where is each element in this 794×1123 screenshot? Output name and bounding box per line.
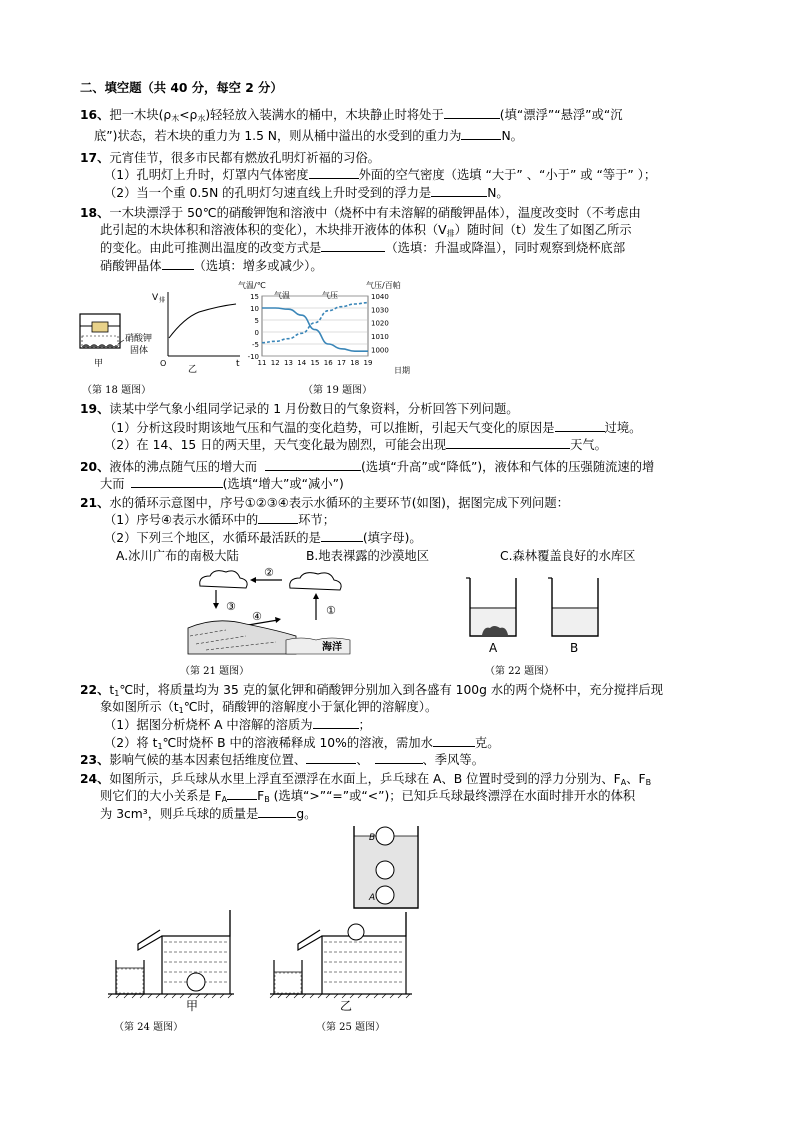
q19-text: 过境。	[604, 421, 642, 435]
q22-sub: 1	[114, 689, 120, 698]
small-beaker-jia-water	[117, 969, 143, 993]
question-number: 19、	[80, 402, 110, 416]
question-24-line3	[100, 806, 316, 822]
answer-blank[interactable]	[227, 788, 257, 800]
arrowhead-4	[275, 617, 281, 623]
question-21-part1	[104, 512, 335, 528]
answer-blank[interactable]	[313, 717, 359, 729]
small-beaker-yi-water	[275, 973, 301, 993]
q20-text: 液体的沸点随气压的增大而	[109, 460, 257, 474]
q24-sub: A	[221, 795, 228, 804]
label-a: A	[489, 641, 498, 655]
x-tick-label: 15	[310, 359, 320, 367]
q24-text: (选填“>”“=”或“<”)；已知乒乓球最终漂浮在水面时排开水的体积	[269, 789, 636, 803]
label-jia: 甲	[94, 359, 104, 369]
question-17-part2	[104, 185, 509, 201]
label-1: ①	[326, 604, 336, 617]
q19-text: （2）在 14、15 日的两天里，天气变化最为剧烈，可能会出现	[104, 438, 447, 452]
ball-position-a	[376, 886, 394, 904]
left-tick-label: 5	[254, 317, 259, 325]
x-tick-label: 18	[350, 359, 360, 367]
q19-text: （1）分析这段时期该地气压和气温的变化趋势，可以推断，引起天气变化的原因是	[104, 421, 555, 435]
q20-text: (选填“增大”或“减小”)	[222, 477, 344, 491]
right-tick-label: 1000	[371, 346, 389, 355]
q24-text: 则它们的大小关系是 F	[100, 789, 222, 803]
temperature-series-line	[262, 308, 368, 351]
answer-blank[interactable]	[265, 459, 361, 471]
ocean-label: 海洋	[322, 642, 342, 653]
small-beaker-yi	[274, 960, 302, 994]
q16-text: 底”)状态，若木块的重力为 1.5 N，则从桶中溢出的水受到的重力为	[94, 129, 462, 143]
x-axis-label: t	[236, 359, 240, 369]
question-number: 16、	[80, 108, 110, 122]
left-tick-label: 10	[250, 305, 259, 313]
q18-text: 一木块漂浮于 50℃的硝酸钾饱和溶液中（烧杯中有未溶解的硝酸钾晶体），温度改变时（不考虑由	[109, 206, 641, 220]
answer-blank[interactable]	[258, 512, 298, 524]
arrowhead-1	[313, 593, 319, 599]
question-18-line4	[100, 258, 323, 274]
figure-18	[74, 286, 244, 376]
label-2: ②	[264, 566, 274, 579]
option-b: B.地表裸露的沙漠地区	[306, 549, 430, 563]
ball-jia	[187, 973, 205, 991]
q21-text: （2）下列三个地区，水循环最活跃的是	[104, 531, 321, 545]
q21-text: 水的循环示意图中，序号①②③④表示水循环的主要环节(如图)，据图完成下列问题：	[109, 496, 569, 510]
q22-text: ℃时烧杯 B 中的溶液稀释成 10%的溶液，需加水	[162, 736, 433, 750]
q18-text: 的变化。由此可推测出温度的改变方式是	[100, 241, 322, 255]
label-pointer	[118, 340, 124, 344]
question-number: 21、	[80, 496, 110, 510]
q24-text: 为 3cm³，则乒乓球的质量是	[100, 807, 259, 821]
right-tick-label: 1010	[371, 333, 389, 341]
figure-25-caption: （第 25 题图）	[316, 1022, 386, 1033]
q24-sub: B	[264, 795, 270, 804]
left-axis-title: 气温/℃	[238, 281, 266, 290]
option-a: A.冰川广布的南极大陆	[116, 549, 239, 563]
question-number: 18、	[80, 206, 110, 220]
origin-label: O	[160, 359, 167, 368]
q19-text: 天气。	[570, 438, 607, 452]
x-tick-label: 12	[270, 359, 280, 367]
figure-22-caption: （第 22 题图）	[485, 666, 555, 677]
left-tick-label: -5	[252, 341, 259, 349]
q16-text: <ρ	[179, 108, 198, 122]
answer-blank[interactable]	[444, 107, 500, 119]
answer-blank[interactable]	[258, 806, 296, 818]
question-24-line2	[100, 788, 635, 808]
spout-yi	[298, 930, 322, 950]
q22-text: 克。	[474, 736, 500, 750]
q21-text: （1）序号④表示水循环中的	[104, 513, 259, 527]
section-title: 二、填空题（共 40 分，每空 2 分）	[80, 81, 283, 95]
small-beaker-jia	[116, 960, 144, 994]
q24-text: 、F	[626, 772, 646, 786]
label-b: B	[570, 641, 579, 655]
q16-text: N。	[501, 129, 523, 143]
label-a: A	[369, 893, 376, 903]
plot-frame	[262, 296, 368, 356]
crystal-label-2: 固体	[130, 346, 149, 356]
label-4: ④	[252, 610, 262, 623]
q23-text: 、季风等。	[422, 753, 484, 767]
q18-text: （选填：升温或降温），同时观察到烧杯底部	[385, 241, 626, 255]
q24-sub: A	[620, 778, 627, 787]
q16-sub: 水	[197, 114, 206, 123]
arrowhead-2	[250, 577, 256, 583]
q18-text: 硝酸钾晶体	[100, 259, 162, 273]
answer-blank[interactable]	[446, 437, 570, 449]
answer-blank[interactable]	[309, 167, 359, 179]
x-tick-label: 11	[257, 359, 267, 367]
answer-blank[interactable]	[375, 752, 423, 764]
q18-text: 此引起的木块体积和溶液体积的变化），木块排开液体的体积（V	[100, 223, 447, 237]
question-23	[80, 752, 484, 768]
question-19-part1	[104, 420, 641, 436]
q19-text: 读某中学气象小组同学记录的 1 月份数日的气象资料，分析回答下列问题。	[109, 402, 519, 416]
question-18-line2	[100, 222, 632, 242]
q20-text: 大而	[100, 477, 125, 491]
q22-text: 象如图所示（t	[100, 700, 179, 714]
q22-text: （2）将 t	[104, 736, 158, 750]
q22-text: ；	[358, 718, 371, 732]
question-19-stem	[80, 401, 519, 417]
q16-text: 把一木块(ρ	[109, 108, 172, 122]
q17-text: 外面的空气密度（选填 “大于” 、“小于” 或 “等于” ）；	[358, 168, 657, 182]
arrowhead-3	[213, 603, 219, 609]
q17-text: （1）孔明灯上升时，灯罩内气体密度	[104, 168, 309, 182]
q18-sub: 排	[446, 229, 455, 238]
q17-text: （2）当一个重 0.5N 的孔明灯匀速直线上升时受到的浮力是	[104, 186, 432, 200]
crystal-label-1: 硝酸钾	[125, 334, 153, 344]
label-jia: 甲	[186, 999, 199, 1013]
label-yi: 乙	[188, 365, 198, 375]
answer-blank[interactable]	[555, 420, 605, 432]
question-17-stem	[80, 150, 380, 166]
figure-18-caption: （第 18 题图）	[82, 385, 152, 396]
q21-text: (填字母)。	[362, 531, 422, 545]
q24-text: g。	[296, 807, 317, 821]
question-number: 23、	[80, 753, 110, 767]
cloud-right-icon	[290, 573, 341, 590]
v-t-curve	[169, 304, 236, 338]
q16-text: )轻轻放入装满水的桶中，木块静止时将处于	[205, 108, 444, 122]
question-20-line2	[100, 476, 344, 492]
question-19-part2	[104, 437, 607, 453]
overflow-can-yi	[322, 912, 406, 994]
q18-text: ）随时间（t）发生了如图乙所示	[454, 223, 632, 237]
right-axis-title: 气压/百帕	[366, 281, 401, 290]
q22-text: （1）据图分析烧杯 A 中溶解的溶质为	[104, 718, 313, 732]
series-label-pressure: 气压	[322, 291, 338, 300]
water-lines-yi	[324, 942, 404, 982]
q23-text: 影响气候的基本因素包括维度位置、	[109, 753, 307, 767]
ball-middle	[376, 861, 394, 879]
question-22-part1	[104, 717, 371, 733]
crystal-deposit	[82, 345, 118, 348]
x-tick-label: 14	[297, 359, 307, 367]
right-tick-label: 1020	[371, 319, 389, 328]
ball-yi	[348, 924, 364, 940]
q16-text: (填“漂浮”“悬浮”或“沉	[499, 108, 623, 122]
figure-19-caption: （第 19 题图）	[303, 385, 373, 396]
x-tick-label: 19	[363, 359, 373, 367]
answer-blank[interactable]	[321, 530, 363, 542]
series-label-temp: 气温	[274, 291, 290, 300]
answer-blank[interactable]	[433, 735, 475, 747]
question-22-line2	[100, 699, 437, 719]
x-axis-unit: 日期	[394, 366, 410, 375]
q22-text: ℃时，硝酸钾的溶解度小于氯化钾的溶解度）。	[183, 700, 438, 714]
wood-block	[92, 322, 108, 332]
answer-blank[interactable]	[306, 752, 356, 764]
q17-text: N。	[487, 186, 509, 200]
question-number: 22、	[80, 683, 110, 697]
q24-text: F	[257, 789, 265, 803]
left-tick-label: 0	[254, 329, 259, 337]
q24-text: 如图所示，乒乓球从水里上浮直至漂浮在水面上，乒乓球在 A、B 位置时受到的浮力分别为、F	[109, 772, 621, 786]
question-20-line1	[80, 459, 654, 475]
label-b: B	[369, 833, 376, 843]
q16-sub: 木	[171, 114, 180, 123]
answer-blank[interactable]	[431, 185, 487, 197]
question-number: 20、	[80, 460, 110, 474]
question-17-part1	[104, 167, 656, 183]
ball-position-b	[376, 827, 394, 845]
land	[188, 621, 296, 654]
beaker-b-solution	[553, 609, 597, 635]
figure-21-water-cycle	[186, 566, 354, 658]
q22-sub: 1	[157, 742, 163, 751]
right-tick-label: 1040	[371, 293, 389, 301]
question-18-line1	[80, 205, 641, 221]
figure-19-chart	[236, 280, 416, 376]
option-c: C.森林覆盖良好的水库区	[500, 549, 636, 563]
question-16-line1	[80, 107, 623, 127]
left-tick-label: 15	[250, 293, 259, 301]
y-axis-sub: 排	[159, 297, 166, 304]
x-tick-label: 16	[323, 359, 333, 367]
q22-text: ℃时，将质量均为 35 克的氯化钾和硝酸钾分别加入到各盛有 100g 水的两个烧杯中，充分搅拌后现	[119, 683, 663, 697]
q23-text: 、	[356, 753, 369, 767]
figure-24-caption: （第 24 题图）	[114, 1022, 184, 1033]
label-3: ③	[226, 600, 236, 613]
cloud-left-icon	[200, 571, 247, 588]
x-tick-label: 13	[284, 359, 293, 367]
q17-text: 元宵佳节，很多市民都有燃放孔明灯祈福的习俗。	[109, 151, 380, 165]
answer-blank[interactable]	[131, 476, 223, 488]
figure-24-25	[100, 822, 440, 1012]
q24-sub: B	[645, 778, 652, 787]
figure-21-caption: （第 21 题图）	[180, 666, 250, 677]
figure-22-beakers	[462, 574, 614, 658]
answer-blank[interactable]	[461, 128, 501, 140]
q21-text: 环节；	[298, 513, 336, 527]
right-tick-label: 1030	[371, 306, 389, 315]
answer-blank[interactable]	[321, 240, 385, 252]
question-21-stem	[80, 495, 569, 511]
q22-sub: 1	[178, 706, 184, 715]
question-16-line2	[94, 128, 523, 144]
question-21-part2	[104, 530, 422, 546]
spout-jia	[138, 930, 162, 950]
question-number: 24、	[80, 772, 110, 786]
y-axis-label: V	[152, 293, 159, 303]
label-yi: 乙	[340, 999, 353, 1013]
x-tick-label: 17	[337, 359, 346, 367]
answer-blank[interactable]	[162, 258, 194, 270]
question-number: 17、	[80, 151, 110, 165]
q20-text: (选填“升高”或“降低”)，液体和气体的压强随流速的增	[361, 460, 655, 474]
q22-text: t	[109, 683, 115, 697]
q18-text: （选填：增多或减少）。	[193, 259, 323, 273]
left-tick-label: -10	[247, 353, 259, 361]
question-18-line3	[100, 240, 625, 256]
